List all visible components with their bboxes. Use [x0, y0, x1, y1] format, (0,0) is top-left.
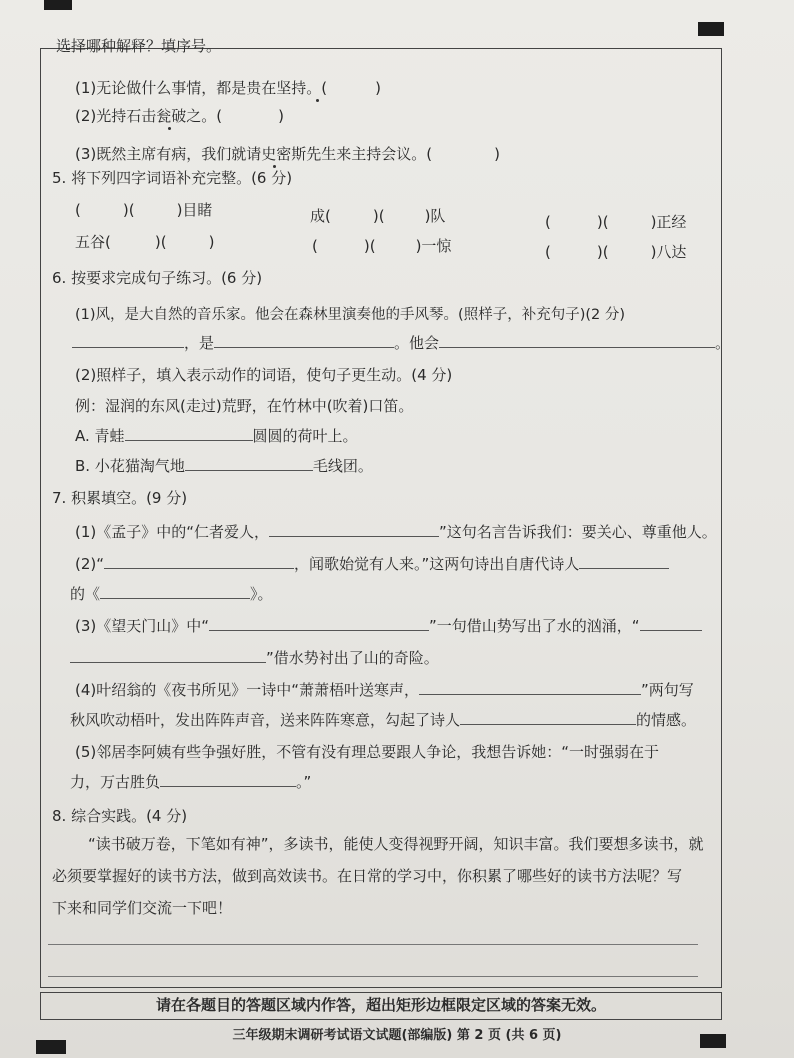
q6-word: ，是	[184, 334, 215, 352]
q7-text: (2)“	[75, 555, 105, 573]
q5-paren: (	[545, 213, 551, 231]
registration-mark-top-left	[44, 0, 72, 10]
q7-line-7	[70, 710, 696, 730]
q6-item-b-text: 毛线团。	[312, 457, 373, 475]
q7-text: 》。	[250, 585, 273, 603]
q4-sentence-2-close: )	[278, 107, 284, 125]
q7-line-4	[75, 616, 702, 636]
q6-word: 。	[715, 334, 731, 352]
q6-blank-1[interactable]	[72, 333, 184, 348]
q5-word: )一惊	[415, 237, 452, 255]
q7-text: (3)《望天门山》中“	[75, 617, 210, 635]
q7-blank[interactable]	[640, 616, 702, 631]
q6-word: 。他会	[394, 334, 440, 352]
q8-title: 8. 综合实践。(4 分)	[52, 807, 188, 825]
q7-blank[interactable]	[100, 584, 250, 599]
q5-paren: (	[545, 243, 551, 261]
q6-part2-prompt: (2)照样子，填入表示动作的词语，使句子更生动。(4 分)	[75, 366, 453, 384]
q5-paren: )(	[596, 213, 609, 231]
page-footer: 三年级期末调研考试语文试题(部编版) 第 2 页 (共 6 页)	[232, 1028, 562, 1043]
q6-item-a-text: 圆圆的荷叶上。	[252, 427, 358, 445]
q6-item-b	[75, 456, 373, 476]
q4-sentence-3-text: (3)既然主席有病，我们就请史密斯先生来主持会议。(	[75, 145, 433, 163]
q7-line-1	[75, 522, 717, 542]
q4-intro: 选择哪种解释？填序号。	[56, 37, 222, 55]
q7-blank[interactable]	[209, 616, 429, 631]
q4-sentence-3	[75, 144, 500, 164]
q7-blank[interactable]	[460, 710, 636, 725]
q6-example: 例：湿润的东风(走过)荒野，在竹林中(吹着)口笛。	[75, 397, 414, 415]
q8-answer-line-2[interactable]	[48, 976, 698, 977]
q5-word: )队	[424, 207, 446, 225]
q7-line-2	[75, 554, 669, 574]
q6-part1-prompt: (1)风，是大自然的音乐家。他会在森林里演奏他的手风琴。(照样子，补充句子)(2 分)	[75, 307, 625, 323]
q7-text: (1)《孟子》中的“仁者爱人，	[75, 523, 270, 541]
q5-idiom-5	[312, 236, 451, 256]
q6-item-b-label: B. 小花猫淘气地	[75, 457, 185, 475]
q8-paragraph-1: “读书破万卷，下笔如有神”，多读书，能使人变得视野开阔，知识丰富。我们要想多读书，就	[88, 835, 704, 853]
q6-title: 6. 按要求完成句子练习。(6 分)	[52, 269, 263, 287]
q7-text: ”这句名言告诉我们：要关心、尊重他人。	[439, 523, 717, 541]
q5-paren: (	[312, 237, 318, 255]
q7-line-5	[70, 648, 439, 668]
q5-idiom-4	[75, 232, 214, 252]
q7-text: (4)叶绍翁的《夜书所见》一诗中“萧萧梧叶送寒声，	[75, 681, 420, 699]
q4-sentence-1	[75, 78, 381, 98]
q5-idiom-1	[75, 200, 212, 220]
q7-line-3	[70, 584, 273, 604]
q5-paren: )(	[154, 233, 167, 251]
q6-part1-answer	[72, 333, 730, 353]
q5-paren: (	[75, 201, 81, 219]
q7-text: ”借水势衬出了山的奇险。	[266, 649, 439, 667]
q5-word: )八达	[650, 243, 687, 261]
q5-paren: )(	[363, 237, 376, 255]
emphasis-dot	[168, 127, 171, 130]
registration-mark-top-right	[698, 22, 724, 36]
q8-paragraph-3: 下来和同学们交流一下吧！	[52, 899, 233, 917]
q5-word: )正经	[650, 213, 687, 231]
answer-area-notice: 请在各题目的答题区域内作答，超出矩形边框限定区域的答案无效。	[40, 992, 722, 1020]
q7-blank[interactable]	[269, 522, 439, 537]
q7-blank[interactable]	[70, 648, 266, 663]
q7-text: ，闻歌始觉有人来。”这两句诗出自唐代诗人	[294, 555, 580, 573]
q7-blank[interactable]	[104, 554, 294, 569]
q7-text: 秋风吹动梧叶，发出阵阵声音，送来阵阵寒意，勾起了诗人	[70, 711, 461, 729]
q7-text: 的情感。	[636, 711, 697, 729]
q4-sentence-1-text: (1)无论做什么事情，都是贵在坚持。(	[75, 79, 328, 97]
q7-text: ”两句写	[641, 681, 694, 699]
q4-sentence-1-close: )	[375, 79, 381, 97]
q5-title: 5. 将下列四字词语补充完整。(6 分)	[52, 169, 293, 187]
q6-item-a-blank[interactable]	[125, 426, 253, 441]
q7-title: 7. 积累填空。(9 分)	[52, 489, 188, 507]
q7-text: 力，万古胜负	[70, 773, 161, 791]
q6-item-a	[75, 426, 358, 446]
q5-idiom-6	[545, 242, 686, 262]
q4-sentence-3-close: )	[494, 145, 500, 163]
bleed-through	[560, 118, 680, 178]
q4-sentence-2-text: (2)光持石击瓮破之。(	[75, 107, 223, 125]
q7-text: 的《	[70, 585, 101, 603]
q7-line-8: (5)邻居李阿姨有些争强好胜，不管有没有理总要跟人争论，我想告诉她：“一时强弱在于	[75, 743, 660, 761]
q6-blank-3[interactable]	[439, 333, 715, 348]
q6-item-b-blank[interactable]	[185, 456, 313, 471]
q8-paragraph-2: 必须要掌握好的读书方法，做到高效读书。在日常的学习中，你积累了哪些好的读书方法呢？写	[52, 867, 683, 885]
q5-idiom-2	[310, 206, 445, 226]
q7-text: 。”	[296, 773, 312, 791]
q5-word: )目睹	[176, 201, 213, 219]
q5-idiom-3	[545, 212, 686, 232]
q8-answer-line-1[interactable]	[48, 944, 698, 945]
q5-paren: )	[208, 233, 215, 251]
q7-line-9	[70, 772, 311, 792]
q7-line-6	[75, 680, 694, 700]
q5-paren: )(	[596, 243, 609, 261]
q5-paren: )(	[372, 207, 385, 225]
q6-item-a-label: A. 青蛙	[75, 427, 125, 445]
q4-sentence-2	[75, 106, 284, 126]
q7-text: ”一句借山势写出了水的汹涌，“	[429, 617, 640, 635]
q5-paren: )(	[122, 201, 135, 219]
q5-word: 五谷(	[75, 233, 111, 251]
q5-word: 成(	[310, 207, 331, 225]
q7-blank[interactable]	[419, 680, 641, 695]
q7-blank[interactable]	[579, 554, 669, 569]
q6-blank-2[interactable]	[214, 333, 394, 348]
q7-blank[interactable]	[160, 772, 296, 787]
emphasis-dot	[316, 99, 319, 102]
